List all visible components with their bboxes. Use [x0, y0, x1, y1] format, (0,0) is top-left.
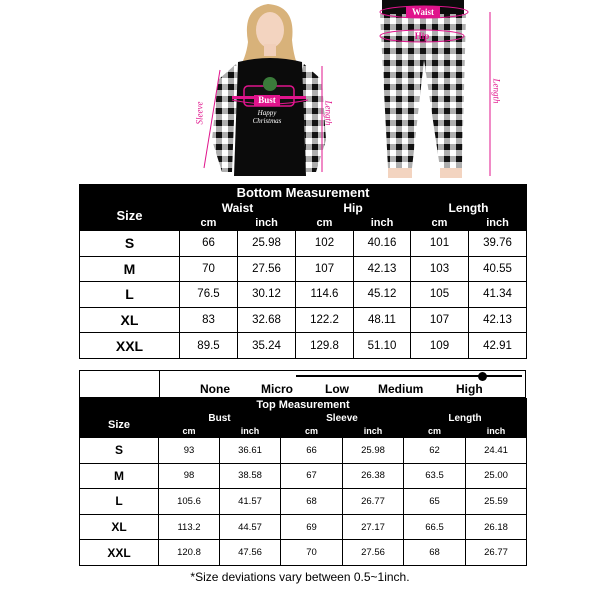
size-cell: M [80, 463, 159, 489]
size-cell: S [80, 231, 180, 257]
value-cell: 70 [281, 540, 343, 566]
unit-header: cm [296, 216, 354, 231]
model-figure [212, 4, 326, 176]
value-cell: 25.98 [343, 438, 404, 464]
unit-header: cm [281, 425, 343, 438]
value-cell: 105 [411, 282, 469, 308]
value-cell: 122.2 [296, 307, 354, 333]
value-cell: 51.10 [354, 333, 411, 359]
value-cell: 40.55 [469, 256, 527, 282]
value-cell: 129.8 [296, 333, 354, 359]
unit-header: cm [180, 216, 238, 231]
value-cell: 63.5 [404, 463, 466, 489]
value-cell: 27.56 [238, 256, 296, 282]
stretch-option-none: None [200, 382, 230, 396]
pajama-illustration [0, 0, 600, 182]
value-cell: 68 [281, 489, 343, 515]
unit-header: inch [466, 425, 527, 438]
table-row [80, 307, 527, 333]
top-length-label: Length [323, 100, 334, 126]
pants-length-label: Length [491, 78, 502, 104]
group-header-bust: Bust [159, 412, 281, 425]
value-cell: 66 [281, 438, 343, 464]
value-cell: 89.5 [180, 333, 238, 359]
value-cell: 66.5 [404, 514, 466, 540]
value-cell: 62 [404, 438, 466, 464]
top-measurement-table [79, 398, 527, 566]
stretch-option-micro: Micro [261, 382, 294, 396]
value-cell: 26.18 [466, 514, 527, 540]
size-cell: XXL [80, 333, 180, 359]
group-header-length: Length [411, 201, 527, 216]
value-cell: 40.16 [354, 231, 411, 257]
value-cell: 109 [411, 333, 469, 359]
bottom-measurement-table [79, 184, 527, 359]
table-row [80, 256, 527, 282]
stretch-scale-bar [296, 375, 522, 377]
table-row [80, 489, 527, 515]
stretch-scale-marker [478, 372, 487, 381]
value-cell: 103 [411, 256, 469, 282]
bust-label: Bust [258, 95, 276, 105]
group-header-sleeve: Sleeve [281, 412, 404, 425]
size-cell: S [80, 438, 159, 464]
value-cell: 48.11 [354, 307, 411, 333]
value-cell: 44.57 [220, 514, 281, 540]
stretch-scale-spacer [80, 371, 160, 397]
unit-header: cm [404, 425, 466, 438]
size-cell: XL [80, 514, 159, 540]
value-cell: 41.34 [469, 282, 527, 308]
value-cell: 66 [180, 231, 238, 257]
value-cell: 102 [296, 231, 354, 257]
table-row [80, 231, 527, 257]
table-title: Bottom Measurement [80, 185, 527, 201]
shirt-print-text: Happy Christmas [252, 109, 282, 125]
value-cell: 41.57 [220, 489, 281, 515]
value-cell: 25.00 [466, 463, 527, 489]
value-cell: 70 [180, 256, 238, 282]
value-cell: 32.68 [238, 307, 296, 333]
table-row [80, 514, 527, 540]
group-header-waist: Waist [180, 201, 296, 216]
waist-label: Waist [411, 7, 434, 17]
stretch-scale [79, 370, 526, 398]
value-cell: 36.61 [220, 438, 281, 464]
value-cell: 26.38 [343, 463, 404, 489]
value-cell: 76.5 [180, 282, 238, 308]
size-deviation-note: *Size deviations vary between 0.5~1inch. [190, 570, 410, 584]
value-cell: 114.6 [296, 282, 354, 308]
value-cell: 107 [411, 307, 469, 333]
value-cell: 67 [281, 463, 343, 489]
group-header-hip: Hip [296, 201, 411, 216]
value-cell: 93 [159, 438, 220, 464]
value-cell: 83 [180, 307, 238, 333]
unit-header: inch [354, 216, 411, 231]
value-cell: 25.98 [238, 231, 296, 257]
unit-header: inch [469, 216, 527, 231]
value-cell: 26.77 [343, 489, 404, 515]
value-cell: 30.12 [238, 282, 296, 308]
group-header-length: Length [404, 412, 527, 425]
size-header: Size [80, 201, 180, 231]
stretch-option-high: High [456, 382, 483, 396]
table-row [80, 540, 527, 566]
value-cell: 101 [411, 231, 469, 257]
value-cell: 42.91 [469, 333, 527, 359]
size-cell: L [80, 282, 180, 308]
table-row [80, 333, 527, 359]
value-cell: 27.56 [343, 540, 404, 566]
hip-label: Hip [414, 31, 430, 41]
value-cell: 120.8 [159, 540, 220, 566]
pants-figure [380, 0, 466, 178]
stretch-option-low: Low [325, 382, 349, 396]
table-title: Top Measurement [80, 399, 527, 412]
value-cell: 68 [404, 540, 466, 566]
sleeve-label: Sleeve [194, 101, 205, 125]
product-photos [0, 0, 600, 182]
value-cell: 65 [404, 489, 466, 515]
unit-header: inch [238, 216, 296, 231]
value-cell: 39.76 [469, 231, 527, 257]
value-cell: 35.24 [238, 333, 296, 359]
value-cell: 69 [281, 514, 343, 540]
size-cell: L [80, 489, 159, 515]
stretch-option-medium: Medium [378, 382, 424, 396]
value-cell: 105.6 [159, 489, 220, 515]
value-cell: 47.56 [220, 540, 281, 566]
table-row [80, 438, 527, 464]
size-cell: XL [80, 307, 180, 333]
unit-header: inch [220, 425, 281, 438]
value-cell: 38.58 [220, 463, 281, 489]
value-cell: 45.12 [354, 282, 411, 308]
value-cell: 42.13 [469, 307, 527, 333]
value-cell: 24.41 [466, 438, 527, 464]
value-cell: 107 [296, 256, 354, 282]
unit-header: inch [343, 425, 404, 438]
size-cell: XXL [80, 540, 159, 566]
table-row [80, 463, 527, 489]
unit-header: cm [159, 425, 220, 438]
value-cell: 98 [159, 463, 220, 489]
unit-header: cm [411, 216, 469, 231]
size-header: Size [80, 412, 159, 438]
value-cell: 113.2 [159, 514, 220, 540]
value-cell: 27.17 [343, 514, 404, 540]
value-cell: 42.13 [354, 256, 411, 282]
size-cell: M [80, 256, 180, 282]
value-cell: 25.59 [466, 489, 527, 515]
value-cell: 26.77 [466, 540, 527, 566]
table-row [80, 282, 527, 308]
